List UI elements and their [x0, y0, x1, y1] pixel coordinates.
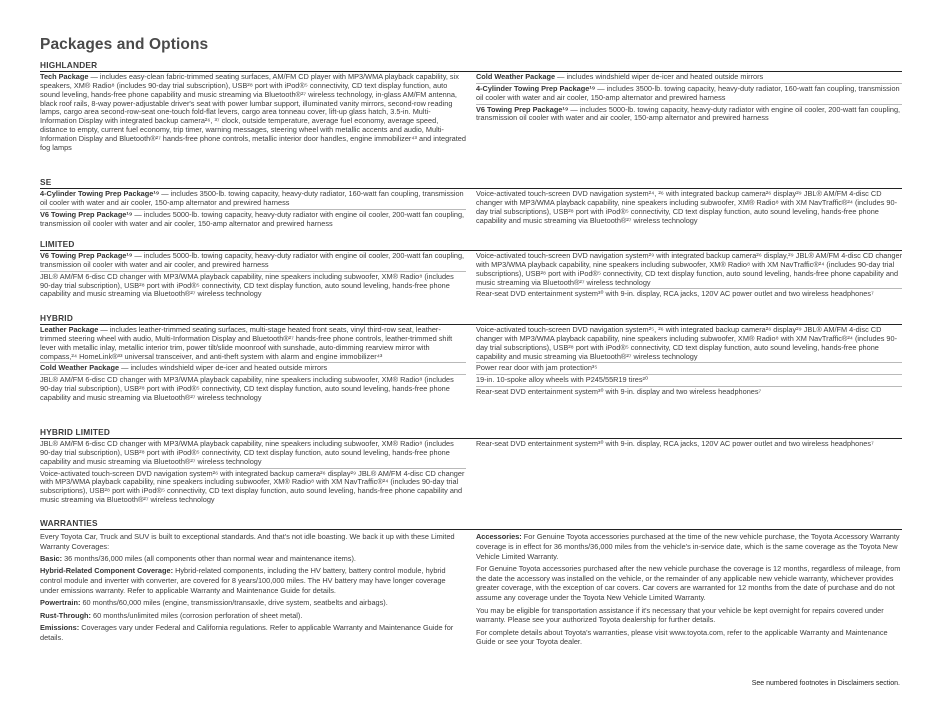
feature-name: Basic:	[40, 554, 63, 564]
feature-text: Rear-seat DVD entertainment system³⁰ with 9-in. display, RCA jacks, 120V AC power outlet and two wireless headphones⁷	[476, 439, 874, 448]
feature-item	[40, 469, 466, 506]
feature-item	[476, 363, 902, 375]
feature-item	[40, 325, 466, 363]
feature-item	[476, 532, 902, 564]
feature-item	[476, 564, 902, 606]
feature-text: Every Toyota Car, Truck and SUV is built to exceptional standards. And that's not idle boasting. We back it up with these Limited Warranty Coverages:	[40, 532, 455, 551]
feature-text: — includes leather-trimmed seating surfaces, multi-stage heated front seats, vinyl third-row seat, leather-trimmed steering wheel with audio, Multi-Information Display and Bluetooth®²⁷ hands-free phone controls, leather-trimmed shift lever with metallic inlay, metallic interior trim, power tilt/slide moonroof with sunshade, auto-dimming rearview mirror with compass,²⁴ HomeLink®³³ universal transceiver, and anti-theft system with alarm and engine immobilizer⁴³	[40, 325, 453, 361]
feature-item	[40, 272, 466, 301]
column-left	[40, 251, 466, 300]
feature-item	[40, 439, 466, 469]
column-left	[40, 325, 466, 404]
feature-text: For Genuine Toyota accessories purchased after the new vehicle purchase the coverage is 12 months, regardless of mileage, from the date the accessory was installed on the vehicle, or the remainder of any applicable new vehicle warranty, whichever provides greater coverage, with the exception of car covers. Car covers are warranted for 12 months from the date of purchase and do not assume any coverage under the Toyota New Vehicle Limited Warranty.	[476, 563, 901, 603]
column-left	[40, 189, 466, 229]
feature-text: 60 months/60,000 miles (engine, transmission/transaxle, drive system, seatbelts and airbags).	[80, 598, 388, 608]
feature-item	[40, 623, 466, 645]
feature-name: 4-Cylinder Towing Prep Package¹⁹	[476, 83, 596, 93]
feature-name: Cold Weather Package	[476, 72, 556, 81]
feature-text: Voice-activated touch-screen DVD navigation system²⁵, ²⁶ with integrated backup camera²⁶ display²⁹ JBL® AM/FM 4-disc CD changer with MP3/WMA playback capability, nine speakers including subwoofer, XM® Radio⁸ with XM NavTraffic®²⁴ (includes 90-day trial subscriptions), USB²⁸ port with iPod®⁵ connectivity, CD text display function, auto sound leveling, hands-free phone capability and music streaming via Bluetooth®²⁷ wireless technology	[476, 325, 898, 361]
feature-name: Leather Package	[40, 325, 99, 334]
feature-text: 19-in. 10-spoke alloy wheels with P245/55R19 tires²⁰	[476, 375, 648, 385]
feature-item	[476, 439, 902, 450]
feature-name: Hybrid-Related Component Coverage:	[40, 566, 174, 576]
feature-text: Hybrid-related components, including the HV battery, battery control module, hybrid control module and inverter with converter, are covered for 8 years/100,000 miles. The HV battery may have longer coverage under emissions warranty. Refer to applicable Warranty and Maintenance Guide for details.	[40, 566, 446, 595]
feature-name: V6 Towing Prep Package¹⁹	[40, 209, 133, 219]
feature-name: Powertrain:	[40, 598, 81, 608]
column-right	[476, 251, 902, 300]
feature-name: 4-Cylinder Towing Prep Package¹⁹	[40, 189, 160, 198]
feature-text: For Genuine Toyota accessories purchased at the time of the new vehicle purchase, the Toyota Accessory Warranty coverage is in effect for 36 months/36,000 miles from the vehicle's in-service date, which is the same coverage as the Toyota New Vehicle Limited Warranty.	[476, 532, 900, 561]
column-right	[476, 72, 902, 154]
feature-item	[476, 189, 902, 226]
column-left	[40, 439, 466, 506]
section-heading: HIGHLANDER	[40, 60, 902, 72]
feature-item	[40, 375, 466, 404]
feature-item	[40, 363, 466, 375]
feature-text: 60 months/unlimited miles (corrosion perforation of sheet metal).	[90, 610, 303, 620]
column-left	[40, 72, 466, 154]
feature-name: Emissions:	[40, 622, 80, 632]
feature-text: For complete details about Toyota's warranties, please visit www.toyota.com, refer to the applicable Warranty and Maintenance Guide or see your Toyota dealer.	[476, 627, 888, 647]
section-limited	[40, 239, 902, 300]
section-highlander	[40, 60, 902, 154]
feature-item	[40, 566, 466, 598]
feature-text: Rear-seat DVD entertainment system³⁰ with 9-in. display and two wireless headphones⁷	[476, 387, 762, 397]
feature-item	[40, 189, 466, 210]
feature-name: Accessories:	[476, 532, 522, 541]
feature-text: Voice-activated touch-screen DVD navigation system²⁴, ²⁶ with integrated backup camera²⁶ display²⁹ JBL® AM/FM 4-disc CD changer with MP3/WMA playback capability, nine speakers including subwoofer, XM® Radio⁸ with XM NavTraffic®²⁴ (includes 90-day trial subscriptions), USB²⁸ port with iPod®⁵ connectivity, CD text display function, auto sound leveling, hands-free phone capability and music streaming via Bluetooth®²⁷ wireless technology	[476, 189, 898, 225]
feature-text: — includes 3500-lb. towing capacity, heavy-duty radiator, 160-watt fan coupling, transmission oil cooler with water and air cooler, 150-amp alternator and prewired harness	[476, 83, 900, 102]
feature-text: 36 months/36,000 miles (all components other than normal wear and maintenance items).	[62, 554, 356, 564]
feature-text: — includes 5000-lb. towing capacity, heavy-duty radiator with engine oil cooler, 200-watt fan coupling, transmission oil cooler with water and air cooler, 150-amp alternator and prewired harness	[40, 209, 465, 228]
feature-text: — includes easy-clean fabric-trimmed seating surfaces, AM/FM CD player with MP3/WMA playback capability, six speakers, XM® Radio⁸ (includes 90-day trial subscription), USB²⁸ port with iPod®⁵ connectivity, CD text display function, auto sound leveling, hands-free phone capability and music streaming via Bluetooth®²⁷ wireless technology, in-glass AM/FM antenna, black roof rails, 8-way power-adjustable driver's seat with power lumbar support, illuminated vanity mirrors, second-row reading lamps, cargo area second-row-seat one-touch fold-flat levers, cargo area tonneau cover, lift-up glass hatch, 3.5-in. Multi-Information Display with integrated backup camera²⁶, ³⁷ clock, outside temperature, average fuel economy, average speed, distance to empty, current fuel economy, trip timer, warning messages, steering wheel with metallic accents and audio, Multi-Information Display and Bluetooth®²⁷ hands-free phone controls, metallic interior door handles, engine immobilizer⁴³ and integrated fog lamps	[40, 72, 466, 152]
page-title: Packages and Options	[40, 36, 209, 53]
feature-item	[40, 210, 466, 230]
feature-text: — includes 3500-lb. towing capacity, heavy-duty radiator, 160-watt fan coupling, transmission oil cooler with water and air cooler, 150-amp alternator and prewired harness	[40, 189, 464, 207]
feature-text: Power rear door with jam protection³⁵	[476, 363, 598, 373]
feature-name: V6 Towing Prep Package¹⁹	[40, 251, 133, 260]
section-heading: SE	[40, 177, 902, 189]
feature-item	[476, 375, 902, 387]
column-right	[476, 532, 902, 650]
feature-text: — includes windshield wiper de-icer and heated outside mirrors	[119, 363, 328, 373]
feature-item	[476, 251, 902, 289]
feature-item	[476, 387, 902, 398]
footnote: See numbered footnotes in Disclaimers section.	[751, 680, 900, 687]
feature-item	[40, 598, 466, 610]
section-se	[40, 177, 902, 229]
feature-item	[40, 251, 466, 272]
feature-text: JBL® AM/FM 6-disc CD changer with MP3/WMA playback capability, nine speakers including subwoofer, XM® Radio⁸ (includes 90-day trial subscription), USB²⁸ port with iPod®⁵ connectivity, CD text display function, auto sound leveling, hands-free phone capability and music streaming via Bluetooth®²⁷ wireless technology	[40, 439, 454, 466]
feature-item	[476, 606, 902, 628]
section-heading: HYBRID	[40, 313, 902, 325]
feature-text: You may be eligible for transportation assistance if it's necessary that your vehicle be kept overnight for repairs covered under warranty. Please see your authorized Toyota dealership for further details.	[476, 605, 884, 625]
column-left	[40, 532, 466, 650]
feature-item	[40, 554, 466, 566]
feature-text: — includes 5000-lb. towing capacity, heavy-duty radiator with engine oil cooler, 200-watt fan coupling, transmission oil cooler with water and air cooler, and prewired harness	[40, 251, 465, 269]
feature-text: Voice-activated touch-screen DVD navigation system²⁶ with integrated backup camera²⁶ display²⁹ JBL® AM/FM 4-disc CD changer with MP3/WMA playback capability, nine speakers including subwoofer, XM® Radio⁸ with XM NavTraffic®²⁴ (includes 90-day trial subscriptions), USB²⁸ port with iPod®⁵ connectivity, CD text display function, auto sound leveling, hands-free phone capability and music streaming via Bluetooth®²⁷ wireless technology	[40, 468, 465, 505]
feature-text: — includes windshield wiper de-icer and heated outside mirrors	[555, 72, 764, 81]
column-right	[476, 439, 902, 506]
feature-item	[40, 532, 466, 554]
feature-item	[476, 72, 902, 84]
feature-item	[476, 628, 902, 650]
column-right	[476, 189, 902, 229]
feature-item	[476, 84, 902, 105]
feature-text: JBL® AM/FM 6-disc CD changer with MP3/WMA playback capability, nine speakers including subwoofer, XM® Radio⁸ (includes 90-day trial subscription), USB²⁸ port with iPod®⁵ connectivity, CD text display function, auto sound leveling, hands-free phone capability and music streaming via Bluetooth®²⁷ wireless technology	[40, 271, 454, 299]
feature-item	[476, 289, 902, 300]
feature-text: JBL® AM/FM 6-disc CD changer with MP3/WMA playback capability, nine speakers including subwoofer, XM® Radio⁸ (includes 90-day trial subscription), USB²⁸ port with iPod®⁵ connectivity, CD text display function, auto sound leveling, hands-free phone capability and music streaming via Bluetooth®²⁷ wireless technology	[40, 375, 454, 402]
feature-name: Cold Weather Package	[40, 363, 120, 373]
feature-text: Rear-seat DVD entertainment system³⁰ with 9-in. display, RCA jacks, 120V AC power outlet and two wireless headphones⁷	[476, 289, 874, 299]
feature-item	[40, 611, 466, 623]
section-heading: HYBRID LIMITED	[40, 427, 902, 439]
column-right	[476, 325, 902, 404]
feature-item	[40, 72, 466, 154]
section-warranties	[40, 518, 902, 650]
section-heading: LIMITED	[40, 239, 902, 251]
feature-name: Tech Package	[40, 72, 89, 81]
feature-name: V6 Towing Prep Package¹⁹	[476, 104, 569, 114]
section-heading: WARRANTIES	[40, 518, 902, 530]
feature-text: — includes 5000-lb. towing capacity, heavy-duty radiator with engine oil cooler, 200-watt fan coupling, transmission oil cooler with water and air cooler, 150-amp alternator and prewired harness	[476, 104, 901, 123]
feature-text: Coverages vary under Federal and California regulations. Refer to applicable Warranty and Maintenance Guide for details.	[40, 622, 454, 642]
feature-item	[476, 325, 902, 363]
feature-item	[476, 105, 902, 125]
section-hybrid-limited	[40, 427, 902, 506]
feature-name: Rust-Through:	[40, 610, 91, 620]
section-hybrid	[40, 313, 902, 404]
feature-text: Voice-activated touch-screen DVD navigation system²⁹ with integrated backup camera²⁶ display,²⁹ JBL® AM/FM 4-disc CD changer with MP3/WMA playback capability, nine speakers including subwoofer, XM® Radio⁸ with XM NavTraffic®²⁴ (includes 90-day trial subscriptions), USB²⁸ port with iPod®⁵ connectivity, CD text display function, auto sound leveling, hands-free phone capability and music streaming via Bluetooth®²⁷ wireless technology	[476, 251, 903, 287]
